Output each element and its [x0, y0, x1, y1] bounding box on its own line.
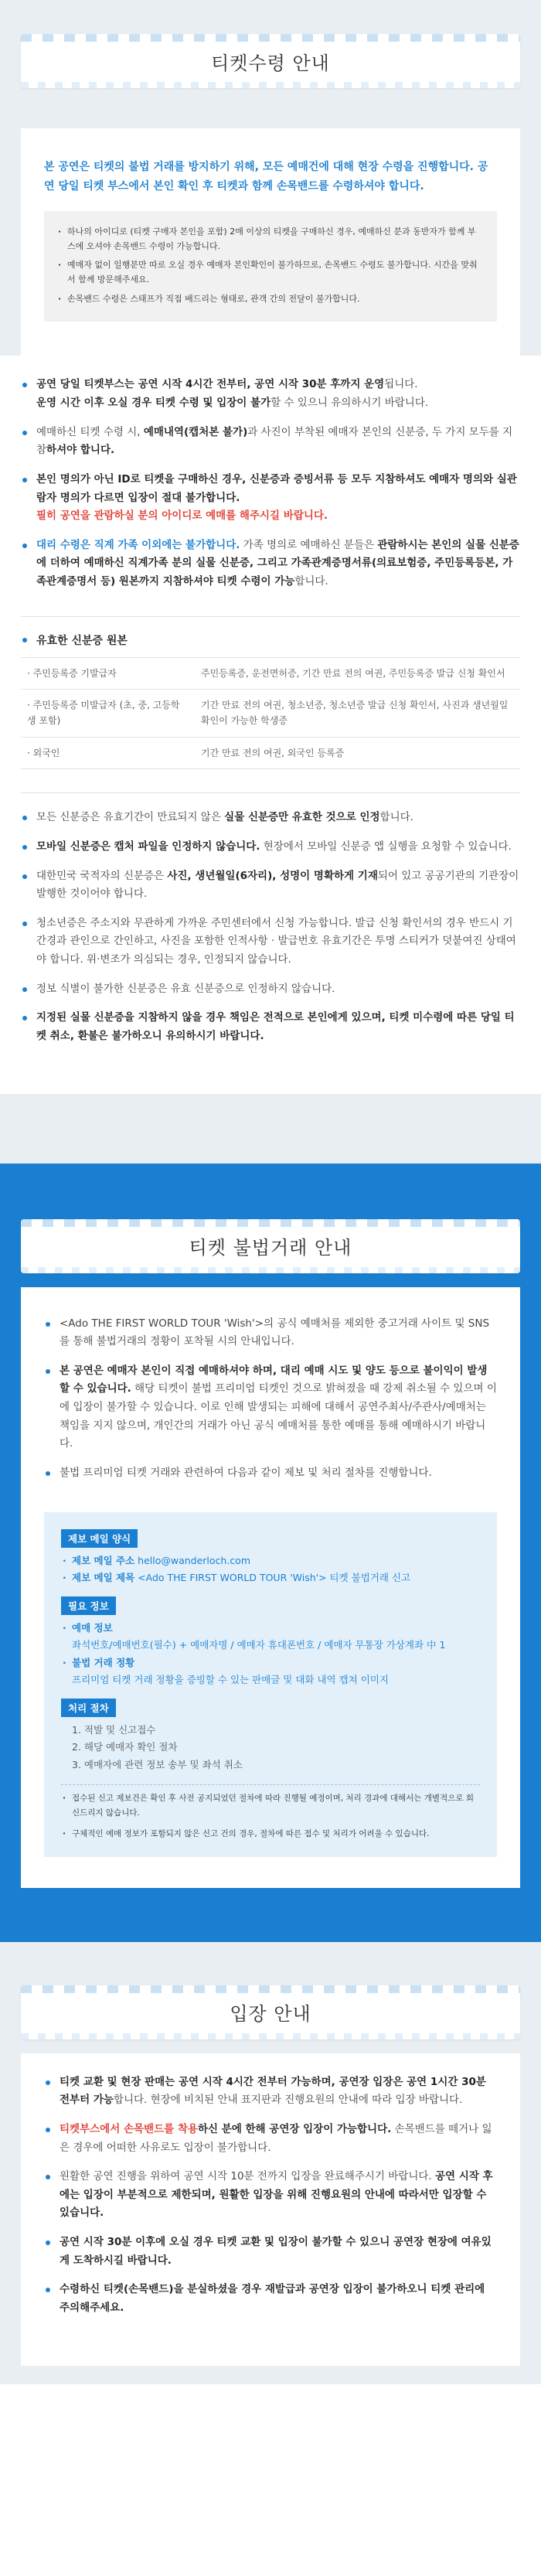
rule-highlight: 대리 수령은 직계 가족 이외에는 불가합니다.: [36, 538, 240, 551]
process-step: 3. 예매자에 관련 정보 송부 및 좌석 취소: [72, 1758, 243, 1770]
rule-text: 되어 있고 공공기관의 기관장이 발행한 것이어야 합니다.: [36, 869, 519, 901]
section-title: 티켓수령 안내: [211, 52, 330, 74]
rule-text: 모든 신분증은 유효기간이 만료되지 않은: [36, 811, 225, 824]
rule-strong: 예매내역(캡처본 불가): [143, 425, 248, 438]
table-row: [21, 657, 520, 689]
rule-strong: 모바일 신분증은 캡처 파일을 인정하지 않습니다.: [36, 840, 260, 853]
dashed-divider: [61, 1784, 480, 1785]
mail-subject-key: 제보 메일 제목: [72, 1572, 135, 1583]
rule-text: 대한민국 국적자의 신분증은: [36, 869, 168, 882]
rule-item: <Ado THE FIRST WORLD TOUR 'Wish'>의 공식 예매처를 제외한 중고거래 사이트 및 SNS를 통해 불법거래의 정황이 포착될 시의 안내입니다.: [44, 1315, 497, 1351]
rule-strong: 하셔야 합니다.: [46, 444, 115, 457]
rule-item: [44, 2073, 497, 2110]
note-box: [44, 211, 497, 322]
rule-text: 할 수 있으니 유의하시기 바랍니다.: [270, 397, 429, 410]
rule-text: 가족 명의로 예매하신 분들은: [240, 538, 378, 551]
rule-strong: 공연 시작 30분 이후에 오실 경우 티켓 교환 및 입장이 불가할 수 있으니 공연장 현장에 여유있게 도착하시길 바랍니다.: [60, 2236, 492, 2267]
rule-strong: 하며, 공연장 입장은 공연 1시간 30분 전부터 가능: [60, 2075, 486, 2107]
ticket-pickup-section: [0, 0, 541, 356]
rule-strong: 운영 시간 이후 오실 경우 티켓 수령 및 입장이 불가: [36, 397, 271, 410]
rule-strong: 하신 분에 한해 공연장 입장이 가능합니다.: [197, 2122, 392, 2135]
rule-strong: 본인 명의가 아닌 ID로 티켓을 구매하신 경우, 신분증과 증빙서류 등 모두 지참하셔도 예매자 명의와 실관람자 명의가 다르면 입장이 절대 불가합니다.: [36, 472, 517, 504]
rule-strong: 공연 당일 티켓부스는 공연 시작 4시간 전부터, 공연 시작 30분 후까지 운영: [36, 378, 385, 391]
header-wrap: [0, 0, 541, 88]
rule-strong: 수령하신 티켓(손목밴드)을 분실하셨을 경우 재발급과 공연장 입장이 불가하오니 티켓 관리에 주의해주세요.: [60, 2283, 485, 2314]
entry-card: [21, 2053, 520, 2366]
report-note: · 접수된 신고 제보건은 확인 후 사전 공지되었던 절차에 따라 진행될 예정이며, 처리 경과에 대해서는 개별적으로 회신드리지 않습니다.: [61, 1791, 480, 1821]
id-rules-block: [0, 793, 541, 1093]
rule-item: [21, 867, 520, 904]
notice-card: [21, 128, 520, 356]
rule-text: 예매하신 티켓 수령 시,: [36, 425, 144, 438]
entry-rules-list: [44, 2063, 497, 2343]
rule-strong: 관람하시는 본인의 실물 신분증에 더하여 예매하신 직계가족 분의 실물 신분증, 그리고 가족관계증명서류(의료보험증, 주민등록등본, 가족관계증명서 등) 원본까지 지참하셔야 티켓 수령이 가능: [36, 538, 519, 588]
section-title-card: [21, 34, 520, 88]
table-cell: 주민등록증, 운전면허증, 기간 만료 전의 여권, 주민등록증 발급 신청 확인서: [201, 667, 505, 679]
mail-form-label: 제보 메일 양식: [61, 1529, 138, 1548]
req-value: 좌석번호/예매번호(필수) + 예매자명 / 예매자 휴대폰번호 / 예매자 무통장 가상계좌 中 1: [72, 1639, 446, 1651]
rule-item: [21, 471, 520, 526]
rule-strong: 지정된 실물 신분증을 지참하지 않을 경우 책임은 전적으로 본인에게 있으며, 티켓 미수령에 따른 당일 티켓 취소, 환불은 불가하오니 유의하시기 바랍니다.: [36, 1011, 515, 1042]
rule-text: 과 사진이 부착된 예매자 본인의 신분증, 두 가지 모두를 지참: [36, 425, 513, 457]
rule-item: [21, 1009, 520, 1045]
rule-text: 해당 티켓이 불법 프리미엄 티켓인 것으로 밝혀졌을 때 강제 취소될 수 있으며 이에 입장이 불가할 수 있습니다.: [60, 1382, 497, 1413]
rule-text: 손목밴드를 떼거나 잃은 경우에 어떠한 사유로도 입장이 불가합니다.: [60, 2122, 492, 2154]
rule-item: 정보 식별이 불가한 신분증은 유효 신분증으로 인정하지 않습니다.: [21, 980, 520, 999]
lead-text: 본 공연은 티켓의 불법 거래를 방지하기 위해, 모든 예매건에 대해 현장 수령을 진행합니다. 공연 당일 티켓 부스에서 본인 확인 후 티켓과 함께 손목밴드를 수령하셔야 합니다.: [44, 161, 488, 193]
id-table: [21, 657, 520, 770]
table-cell: 기간 만료 전의 여권, 외국인 등록증: [201, 747, 345, 758]
rules-block: [0, 356, 541, 615]
report-note: · 구체적인 예매 정보가 포함되지 않은 신고 건의 경우, 절차에 따른 접수 및 처리가 어려울 수 있습니다.: [61, 1827, 480, 1842]
section-title-card: [21, 1985, 520, 2039]
req-key: 불법 거래 정황: [72, 1656, 135, 1668]
rule-item: [44, 2121, 497, 2157]
header-wrap: [0, 1164, 541, 1273]
illegal-trade-section: [0, 1164, 541, 1942]
rule-item: [21, 424, 520, 460]
header-wrap: [0, 1942, 541, 2039]
rule-warning: 티켓부스에서 손목밴드를 착용: [60, 2122, 198, 2135]
rule-strong: 공연 시작 후에는 입장이 부분적으로 제한되며, 원활한 입장을 위해 진행요원의 안내에 따라서만 입장할 수 있습니다.: [60, 2170, 493, 2220]
rule-text: 이로 인해 발생되는 피해에 대해서 공연주최사/주관사/예매처는 책임을 지지 않으며, 개인간의 거래가 아닌 공식 예매처를 통한 예매를 통해 예매하시기 바랍니다.: [60, 1401, 486, 1450]
required-info-label: 필요 정보: [61, 1596, 116, 1615]
rule-item: [21, 537, 520, 591]
mail-address-line: [61, 1552, 480, 1570]
rules-list: [21, 356, 520, 615]
mail-address-link[interactable]: hello@wanderloch.com: [138, 1554, 251, 1566]
rule-strong: 본 공연은 예매자 본인이 직접 예매하셔야 하며, 대리 예매 시도 및 양도 등으로 불이익이 발생할 수 있습니다.: [60, 1364, 488, 1395]
rule-warning: 필히 공연을 관람하실 분의 아이디로 예매를 해주시길 바랍니다.: [36, 509, 328, 523]
note-item: · 예매자 없이 일행분만 따로 오실 경우 예매자 본인확인이 불가하므로, 손목밴드 수령도 불가합니다. 시간을 맞춰서 함께 방문해주세요.: [58, 258, 483, 287]
rule-item: 불법 프리미엄 티켓 거래와 관련하여 다음과 같이 제보 및 처리 절차를 진행합니다.: [44, 1464, 497, 1483]
id-heading: 유효한 신분증 원본: [21, 617, 520, 657]
process-step: 2. 해당 예매자 확인 절차: [72, 1741, 178, 1753]
req-key: 예매 정보: [72, 1621, 113, 1634]
table-row: [21, 737, 520, 768]
rule-text: 합니다.: [294, 575, 328, 588]
id-block: [0, 617, 541, 778]
rule-item: [44, 1362, 497, 1453]
mail-subject-line: [61, 1569, 480, 1587]
spacer: [0, 2039, 541, 2053]
rule-strong: 실물 신분증만 유효한 것으로 인정: [224, 811, 380, 824]
report-box: [44, 1512, 497, 1857]
rule-item: [21, 809, 520, 827]
entry-section: [0, 1942, 541, 2384]
req-item: [61, 1654, 480, 1672]
process-label: 처리 절차: [61, 1699, 116, 1717]
rule-strong: 티켓 교환 및 현장 판매는 공연 시작 4시간 전부터 가능: [60, 2075, 311, 2088]
rule-item: [44, 2281, 497, 2317]
note-item: · 하나의 아이디로 (티켓 구매자 본인을 포함) 2매 이상의 티켓을 구매하신 경우, 예매하신 분과 동반자가 함께 부스에 오셔야 손목밴드 수령이 가능합니다.: [58, 225, 483, 254]
rule-item: [44, 2234, 497, 2270]
section-title-card: [21, 1219, 520, 1273]
rule-item: [21, 838, 520, 857]
section-gap: [0, 1094, 541, 1164]
process-step: 1. 적발 및 신고접수: [72, 1723, 156, 1736]
rule-item: [21, 376, 520, 412]
illegal-trade-card: [21, 1287, 520, 1888]
table-row: [21, 690, 520, 738]
table-cell: · 외국인: [27, 747, 60, 758]
trade-rules-list: [44, 1307, 497, 1508]
rule-item: [44, 2168, 497, 2223]
mail-address-key: 제보 메일 주소: [72, 1554, 135, 1566]
req-value: 프리미엄 티켓 거래 정황을 증빙할 수 있는 판매글 및 대화 내역 캡쳐 이미지: [72, 1674, 389, 1685]
spacer: [0, 2366, 541, 2384]
rule-text: 됩니다.: [384, 378, 418, 391]
rule-text: 현장에서 모바일 신분증 앱 실행을 요청할 수 있습니다.: [260, 840, 512, 853]
id-rules-list: [21, 793, 520, 1070]
table-cell: · 주민등록증 미발급자 (초, 중, 고등학생 포함): [27, 700, 180, 727]
rule-item: 청소년증은 주소지와 무관하게 가까운 주민센터에서 신청 가능합니다. 발급 신청 확인서의 경우 반드시 기간경과 관인으로 간인하고, 사진을 포함한 인적사항 · 발급번호 유효기간은 투명 스티커가 덧붙여진 상태여야 합니다. 위·변조가 의심되는 경우, 인정되지 않습니다.: [21, 915, 520, 969]
spacer: [0, 88, 541, 128]
section-title: 티켓 불법거래 안내: [189, 1237, 352, 1259]
rule-text: 합니다. 현장에 비치된 안내 표지판과 진행요원의 안내에 따라 입장 바랍니다.: [113, 2094, 463, 2107]
mail-subject-value: <Ado THE FIRST WORLD TOUR 'Wish'> 티켓 불법거래 신고: [138, 1572, 411, 1583]
rule-text: 원활한 공연 진행을 위하여 공연 시작 10분 전까지 입장을 완료해주시기 바랍니다.: [60, 2170, 435, 2183]
spacer: [0, 1273, 541, 1287]
req-item: [61, 1620, 480, 1637]
rule-text: 합니다.: [379, 811, 413, 824]
rule-strong: 사진, 생년월일(6자리), 성명이 명확하게 기재: [167, 869, 378, 882]
table-cell: 기간 만료 전의 여권, 청소년증, 청소년증 발급 신청 확인서, 사진과 생년월일 확인이 가능한 학생증: [201, 700, 509, 727]
section-title: 입장 안내: [230, 2003, 311, 2026]
table-cell: · 주민등록증 기발급자: [27, 667, 117, 679]
note-item: · 손목밴드 수령은 스태프가 직접 배드리는 형태로, 관객 간의 전달이 불가합니다.: [58, 292, 483, 307]
